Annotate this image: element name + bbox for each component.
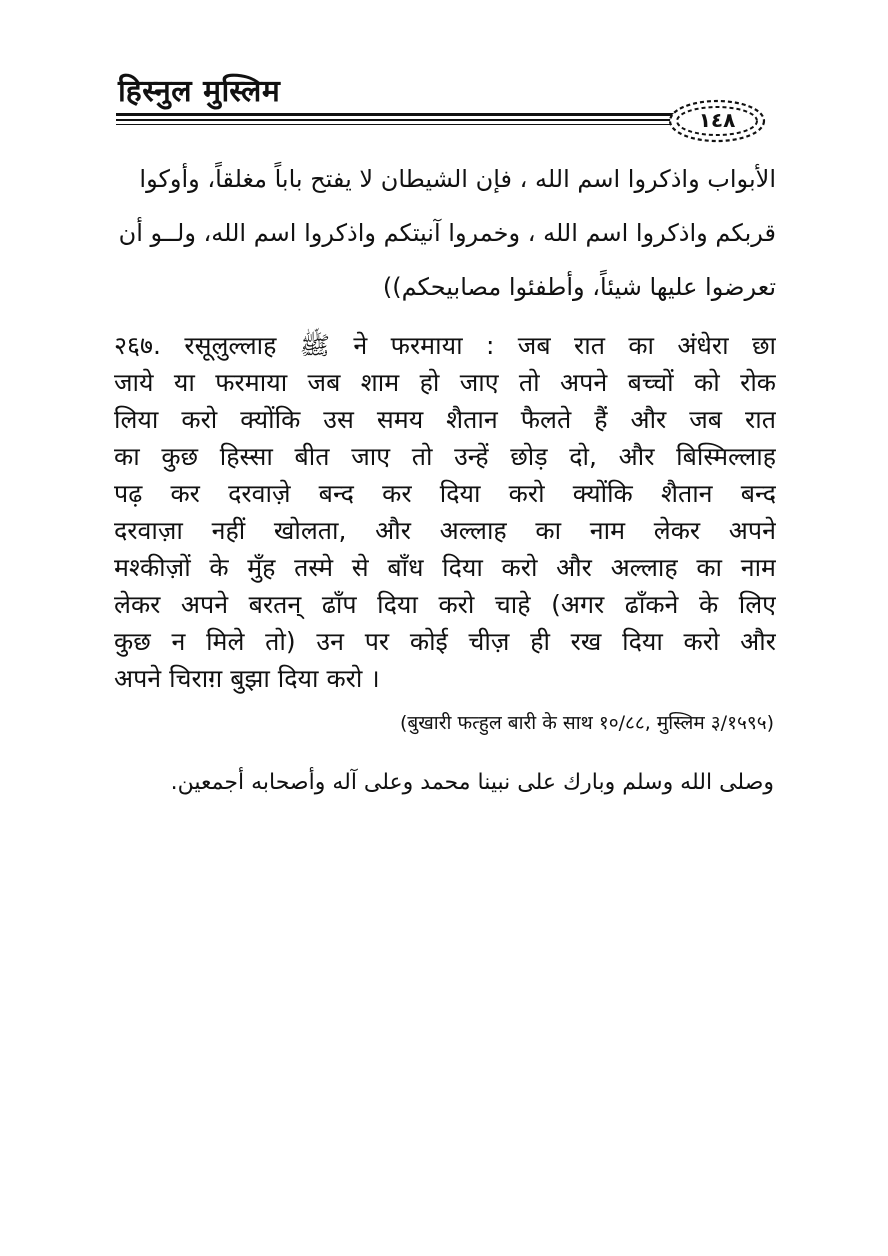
- hadith-reference: (बुखारी फत्हुल बारी के साथ १०/८८, मुस्लिम ३/१५९५): [400, 712, 774, 734]
- hindi-line: लिया करो क्योंकि उस समय शैतान फैलते हैं और जब रात: [114, 405, 776, 434]
- hindi-line: का कुछ हिस्सा बीत जाए तो उन्हें छोड़ दो, और बिस्मिल्लाह: [114, 442, 776, 471]
- closing-supplication: وصلى الله وسلم وبارك على نبينا محمد وعلى آله وأصحابه أجمعين.: [170, 770, 774, 795]
- header-rule-thick: [116, 113, 676, 116]
- hindi-line: २६७. रसूलुल्लाह ﷺ ने फरमाया : जब रात का अंधेरा छा: [114, 331, 776, 360]
- book-title: हिस्नुल मुस्लिम: [118, 74, 281, 109]
- arabic-line: تعرضوا عليها شيئاً، وأطفئوا مصابيحكم)): [382, 273, 776, 301]
- page-number-badge: [666, 97, 768, 145]
- hindi-line: मश्कीज़ों के मुँह तस्मे से बाँध दिया करो और अल्लाह का नाम: [114, 553, 776, 582]
- hindi-line: लेकर अपने बरतन् ढाँप दिया करो चाहे (अगर ढाँकने के लिए: [114, 590, 776, 619]
- hindi-line: दरवाज़ा नहीं खोलता, और अल्लाह का नाम लेकर अपने: [114, 516, 776, 545]
- arabic-line: الأبواب واذكروا اسم الله ، فإن الشيطان لا يفتح باباً مغلقاً، وأوكوا: [139, 165, 776, 193]
- header-rule-medium: [116, 119, 674, 121]
- hindi-line: कुछ न मिले तो) उन पर कोई चीज़ ही रख दिया करो और: [114, 627, 776, 656]
- page-number: ١٤٨: [698, 108, 736, 132]
- hindi-line: अपने चिराग़ बुझा दिया करो ।: [114, 664, 380, 693]
- arabic-line: قربكم واذكروا اسم الله ، وخمروا آنيتكم واذكروا اسم الله، ولــو أن: [118, 219, 776, 247]
- hindi-translation: [114, 327, 776, 697]
- hindi-line: जाये या फरमाया जब शाम हो जाए तो अपने बच्चों को रोक: [114, 368, 776, 397]
- arabic-passage: [110, 152, 776, 314]
- hindi-line: पढ़ कर दरवाज़े बन्द कर दिया करो क्योंकि शैतान बन्द: [114, 479, 776, 508]
- header-rule-thin: [116, 124, 672, 125]
